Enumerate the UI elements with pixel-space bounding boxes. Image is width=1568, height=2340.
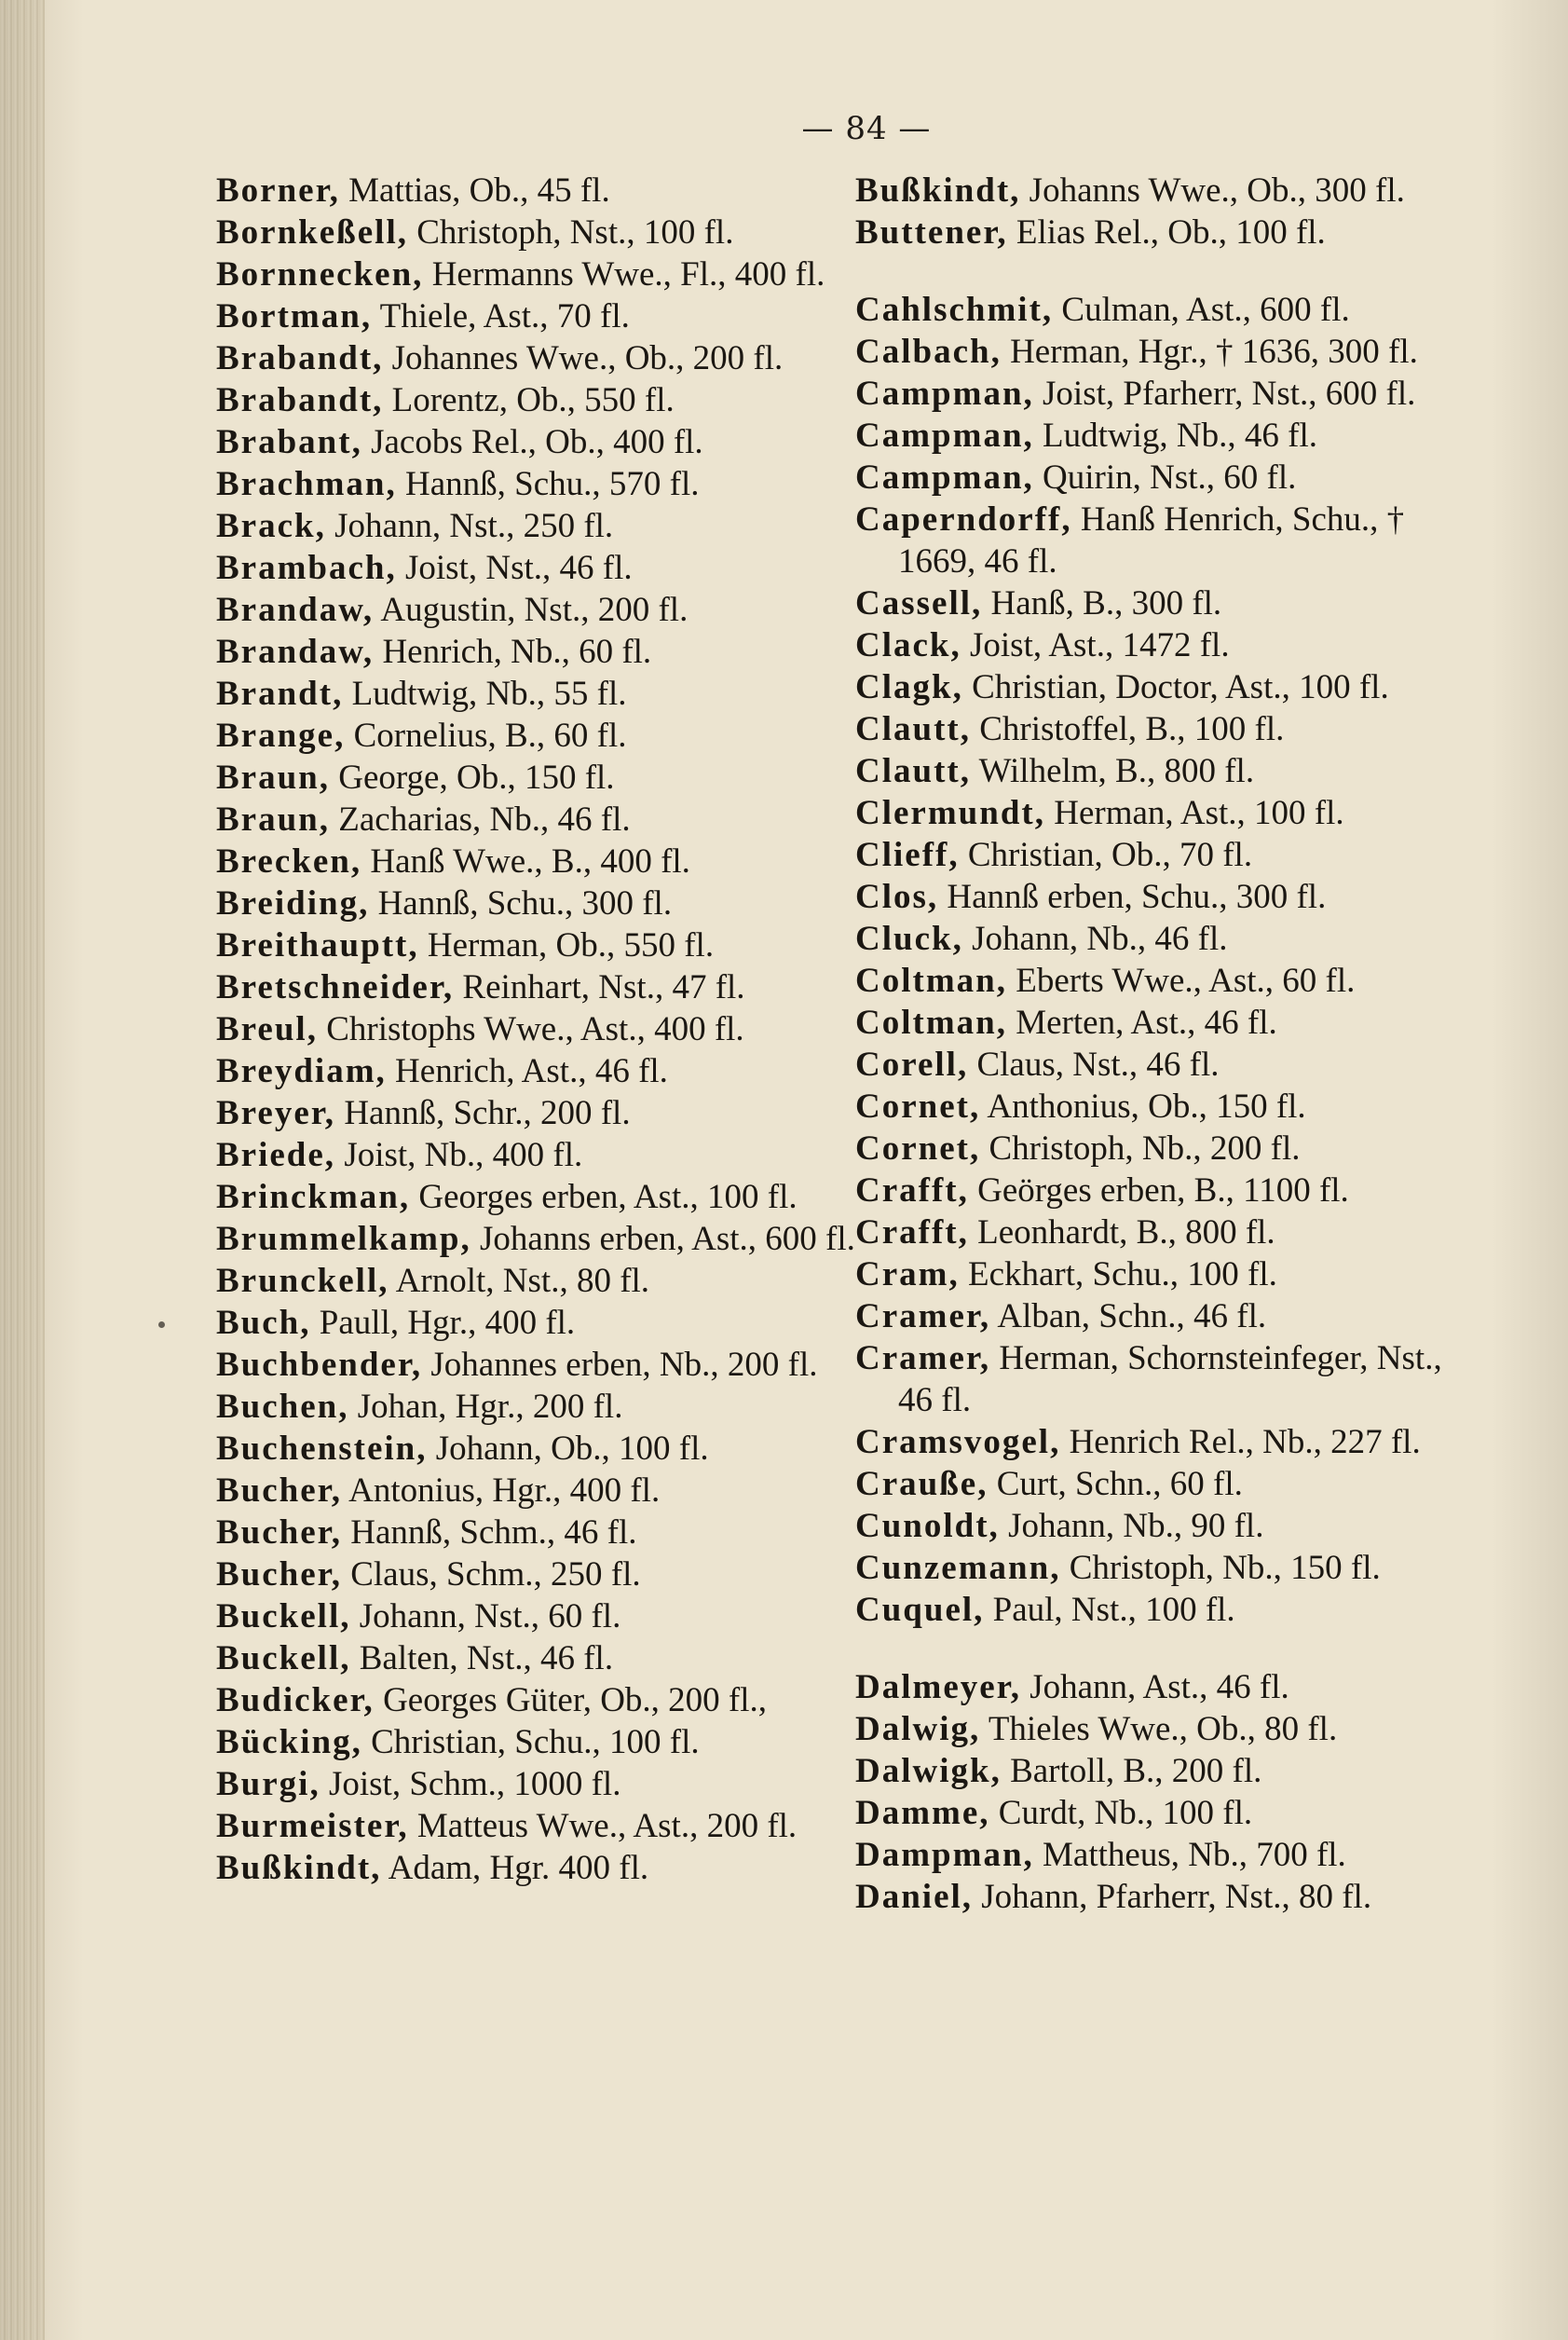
register-entry <box>216 1428 859 1470</box>
entry-surname: Brabandt, <box>216 381 384 419</box>
entry-surname: Clermundt, <box>855 794 1045 832</box>
entry-surname: Brack, <box>216 507 326 545</box>
register-entry <box>855 708 1452 750</box>
register-entry <box>855 624 1452 666</box>
entry-details: Mattias, Ob., 45 fl. <box>339 171 610 210</box>
entry-details: Balten, Nst., 46 fl. <box>350 1639 614 1677</box>
entry-surname: Bucher, <box>216 1555 342 1594</box>
entry-details: Mattheus, Nb., 700 fl. <box>1033 1836 1346 1874</box>
entry-details: Thieles Wwe., Ob., 80 fl. <box>980 1710 1338 1748</box>
register-entry <box>216 883 859 924</box>
register-entry <box>216 1763 859 1805</box>
entry-surname: Dampman, <box>855 1836 1034 1874</box>
register-entry <box>855 1170 1452 1211</box>
entry-surname: Buchbender, <box>216 1346 423 1384</box>
entry-surname: Brandaw, <box>216 591 375 629</box>
entry-details: Henrich Rel., Nb., 227 fl. <box>1060 1423 1421 1461</box>
entry-details: Johann, Nst., 60 fl. <box>350 1597 621 1635</box>
entry-surname: Bücking, <box>216 1723 362 1761</box>
entry-surname: Breyer, <box>216 1094 336 1132</box>
entry-details: Antonius, Hgr., 400 fl. <box>341 1471 661 1510</box>
entry-surname: Corell, <box>855 1046 969 1084</box>
entry-surname: Dalwigk, <box>855 1752 1002 1790</box>
register-entry <box>855 1337 1452 1421</box>
entry-surname: Bortman, <box>216 297 373 335</box>
register-entry <box>216 1679 859 1721</box>
entry-surname: Campman, <box>855 375 1034 413</box>
entry-surname: Bornnecken, <box>216 255 424 294</box>
register-entry <box>216 1805 859 1847</box>
entry-surname: Clack, <box>855 626 961 664</box>
register-entry <box>855 1002 1452 1044</box>
entry-details: Georges erben, Ast., 100 fl. <box>410 1178 798 1216</box>
register-entry <box>216 1721 859 1763</box>
register-entry <box>855 1044 1452 1086</box>
register-entry <box>216 212 859 253</box>
register-entry <box>216 757 859 799</box>
entry-details: Wilhelm, B., 800 fl. <box>970 752 1255 790</box>
register-entry <box>855 499 1452 582</box>
register-entry <box>855 918 1452 960</box>
entry-surname: Campman, <box>855 458 1034 497</box>
register-entry <box>855 1666 1452 1708</box>
entry-details: Eberts Wwe., Ast., 60 fl. <box>1006 962 1356 1000</box>
entry-surname: Damme, <box>855 1794 990 1832</box>
entry-details: Lorentz, Ob., 550 fl. <box>383 381 675 419</box>
entry-surname: Buttener, <box>855 213 1008 252</box>
entry-surname: Brange, <box>216 717 346 755</box>
entry-surname: Clautt, <box>855 710 971 748</box>
register-entry <box>216 1176 859 1218</box>
register-entry <box>216 715 859 757</box>
register-entry <box>855 582 1452 624</box>
register-entry <box>216 589 859 631</box>
page-number: — 84 — <box>801 110 932 147</box>
entry-details: Hannß, Schu., 570 fl. <box>396 465 700 503</box>
entry-surname: Crafft, <box>855 1213 969 1252</box>
register-entry <box>216 1218 859 1260</box>
entry-surname: Caperndorff, <box>855 500 1072 539</box>
register-entry <box>216 1847 859 1889</box>
entry-surname: Cram, <box>855 1255 960 1293</box>
register-entry <box>855 1128 1452 1170</box>
entry-surname: Crafft, <box>855 1171 969 1210</box>
entry-details: Alban, Schn., 46 fl. <box>990 1297 1267 1335</box>
entry-details: Herman, Hgr., † 1636, 300 fl. <box>1001 333 1418 371</box>
entry-details: Claus, Schm., 250 fl. <box>341 1555 641 1594</box>
register-entry <box>855 289 1452 331</box>
entry-surname: Cramer, <box>855 1297 991 1335</box>
entry-details: Hannß, Schm., 46 fl. <box>341 1513 637 1552</box>
left-column <box>216 170 859 1889</box>
entry-surname: Brabant, <box>216 423 362 461</box>
entry-surname: Bretschneider, <box>216 968 455 1006</box>
entry-surname: Brecken, <box>216 842 362 881</box>
entry-surname: Breithauptt, <box>216 926 419 965</box>
entry-details: Ludtwig, Nb., 46 fl. <box>1033 417 1317 455</box>
entry-details: George, Ob., 150 fl. <box>330 759 615 797</box>
entry-surname: Cornet, <box>855 1088 981 1126</box>
entry-details: Cornelius, B., 60 fl. <box>345 717 627 755</box>
entry-surname: Craußе, <box>855 1465 989 1503</box>
entry-surname: Bußkindt, <box>216 1849 382 1887</box>
entry-details: Henrich, Ast., 46 fl. <box>386 1052 668 1090</box>
entry-surname: Buchenstein, <box>216 1430 428 1468</box>
entry-surname: Clieff, <box>855 836 960 874</box>
entry-details: Curdt, Nb., 100 fl. <box>989 1794 1253 1832</box>
entry-details: Johanns erben, Ast., 600 fl. <box>470 1220 855 1258</box>
register-entry <box>216 1512 859 1553</box>
entry-details: Augustin, Nst., 200 fl. <box>374 591 689 629</box>
register-entry <box>216 841 859 883</box>
entry-details: Bartoll, B., 200 fl. <box>1001 1752 1262 1790</box>
entry-details: Hanß Wwe., B., 400 fl. <box>361 842 690 881</box>
entry-surname: Daniel, <box>855 1878 974 1916</box>
entry-surname: Coltman, <box>855 1004 1007 1042</box>
entry-surname: Bucher, <box>216 1513 342 1552</box>
register-entry <box>216 1470 859 1512</box>
entry-details: Adam, Hgr. 400 fl. <box>381 1849 649 1887</box>
register-entry <box>855 1505 1452 1547</box>
entry-surname: Cramer, <box>855 1339 991 1377</box>
register-entry <box>855 457 1452 499</box>
entry-details: Elias Rel., Ob., 100 fl. <box>1007 213 1326 252</box>
entry-details: Ludtwig, Nb., 55 fl. <box>343 675 627 713</box>
entry-details: Culman, Ast., 600 fl. <box>1053 291 1350 329</box>
entry-surname: Breydiam, <box>216 1052 387 1090</box>
register-entry <box>216 253 859 295</box>
entry-surname: Cornet, <box>855 1129 981 1168</box>
entry-details: Herman, Ob., 550 fl. <box>418 926 715 965</box>
register-entry <box>855 1253 1452 1295</box>
entry-surname: Budicker, <box>216 1681 375 1719</box>
entry-details: Johan, Hgr., 200 fl. <box>348 1388 623 1426</box>
entry-surname: Buchen, <box>216 1388 349 1426</box>
register-entry <box>216 1008 859 1050</box>
entry-details: Geörges erben, B., 1100 fl. <box>968 1171 1349 1210</box>
entry-surname: Burgi, <box>216 1765 320 1803</box>
register-entry <box>216 1344 859 1386</box>
entry-surname: Cuquel, <box>855 1591 985 1629</box>
entry-details: Johann, Nb., 90 fl. <box>999 1507 1264 1545</box>
entry-details: Paull, Hgr., 400 fl. <box>310 1304 576 1342</box>
register-entry <box>216 505 859 547</box>
entry-surname: Bornkeßell, <box>216 213 408 252</box>
register-entry <box>855 792 1452 834</box>
register-entry <box>216 631 859 673</box>
entry-details: Johannes Wwe., Ob., 200 fl. <box>383 339 784 377</box>
entry-details: Christoffel, B., 100 fl. <box>970 710 1285 748</box>
entry-surname: Dalwig, <box>855 1710 981 1748</box>
entry-surname: Brabandt, <box>216 339 384 377</box>
register-entry <box>855 1295 1452 1337</box>
entry-details: Eckhart, Schu., 100 fl. <box>959 1255 1277 1293</box>
register-entry <box>855 1876 1452 1918</box>
entry-surname: Cahlschmit, <box>855 291 1054 329</box>
entry-details: Arnolt, Nst., 80 fl. <box>389 1262 650 1300</box>
entry-details: Hannß, Schr., 200 fl. <box>335 1094 631 1132</box>
register-entry <box>855 876 1452 918</box>
entry-details: Herman, Schornsteinfeger, Nst., 46 fl. <box>898 1339 1442 1419</box>
register-entry <box>855 834 1452 876</box>
register-entry <box>216 1595 859 1637</box>
register-entry <box>216 547 859 589</box>
register-entry <box>216 1386 859 1428</box>
entry-surname: Borner, <box>216 171 340 210</box>
entry-details: Hanß, B., 300 fl. <box>982 584 1222 623</box>
entry-surname: Braun, <box>216 759 331 797</box>
register-entry <box>216 1134 859 1176</box>
entry-details: Joist, Ast., 1472 fl. <box>961 626 1230 664</box>
entry-details: Christian, Schu., 100 fl. <box>361 1723 700 1761</box>
register-entry <box>216 463 859 505</box>
entry-surname: Clos, <box>855 878 939 916</box>
entry-details: Joist, Schm., 1000 fl. <box>320 1765 621 1803</box>
entry-surname: Braun, <box>216 801 331 839</box>
entry-details: Zacharias, Nb., 46 fl. <box>330 801 631 839</box>
entry-surname: Campman, <box>855 417 1034 455</box>
entry-surname: Brambach, <box>216 549 397 587</box>
entry-details: Hanß Henrich, Schu., † 1669, 46 fl. <box>898 500 1405 581</box>
entry-details: Henrich, Nb., 60 fl. <box>374 633 652 671</box>
entry-details: Christian, Doctor, Ast., 100 fl. <box>962 668 1389 706</box>
register-entry <box>855 170 1452 212</box>
register-entry <box>855 1834 1452 1876</box>
entry-details: Johann, Nb., 46 fl. <box>962 920 1228 958</box>
register-entry <box>216 673 859 715</box>
entry-surname: Brandaw, <box>216 633 375 671</box>
entry-surname: Brachman, <box>216 465 397 503</box>
entry-details: Jacobs Rel., Ob., 400 fl. <box>361 423 703 461</box>
entry-surname: Buch, <box>216 1304 311 1342</box>
entry-details: Quirin, Nst., 60 fl. <box>1033 458 1297 497</box>
entry-details: Johann, Pfarherr, Nst., 80 fl. <box>973 1878 1372 1916</box>
entry-surname: Dalmeyer, <box>855 1668 1021 1706</box>
entry-details: Joist, Pfarherr, Nst., 600 fl. <box>1033 375 1416 413</box>
register-entry <box>855 1211 1452 1253</box>
entry-surname: Cunzemann, <box>855 1549 1061 1587</box>
entry-surname: Buckell, <box>216 1639 351 1677</box>
entry-details: Leonhardt, B., 800 fl. <box>968 1213 1275 1252</box>
entry-details: Christoph, Nb., 150 fl. <box>1060 1549 1381 1587</box>
entry-details: Johann, Ast., 46 fl. <box>1020 1668 1289 1706</box>
entry-details: Herman, Ast., 100 fl. <box>1044 794 1344 832</box>
entry-details: Hermanns Wwe., Fl., 400 fl. <box>423 255 825 294</box>
entry-surname: Cluck, <box>855 920 963 958</box>
entry-surname: Burmeister, <box>216 1807 409 1845</box>
entry-details: Curt, Schn., 60 fl. <box>988 1465 1243 1503</box>
register-entry <box>216 966 859 1008</box>
register-entry <box>855 960 1452 1002</box>
register-entry <box>216 1637 859 1679</box>
register-entry <box>216 1092 859 1134</box>
entry-details: Joist, Nb., 400 fl. <box>335 1136 583 1174</box>
entry-surname: Cassell, <box>855 584 983 623</box>
register-entry <box>855 415 1452 457</box>
register-entry <box>855 1086 1452 1128</box>
entry-surname: Calbach, <box>855 333 1002 371</box>
entry-surname: Bucher, <box>216 1471 342 1510</box>
entry-details: Joist, Nst., 46 fl. <box>396 549 633 587</box>
register-entry <box>855 1463 1452 1505</box>
entry-surname: Clautt, <box>855 752 971 790</box>
register-entry <box>855 331 1452 373</box>
register-entry <box>855 373 1452 415</box>
entry-surname: Brinckman, <box>216 1178 411 1216</box>
entry-details: Matteus Wwe., Ast., 200 fl. <box>408 1807 798 1845</box>
entry-details: Johann, Nst., 250 fl. <box>325 507 614 545</box>
entry-details: Christian, Ob., 70 fl. <box>959 836 1253 874</box>
ink-speck <box>158 1321 165 1328</box>
register-entry <box>855 1792 1452 1834</box>
entry-surname: Brummelkamp, <box>216 1220 471 1258</box>
register-entry <box>216 1302 859 1344</box>
entry-details: Anthonius, Ob., 150 fl. <box>980 1088 1306 1126</box>
register-entry <box>855 1750 1452 1792</box>
register-entry <box>216 1260 859 1302</box>
entry-details: Hannß, Schu., 300 fl. <box>369 884 673 923</box>
entry-surname: Clagk, <box>855 668 963 706</box>
page-edge-stack <box>0 0 45 2340</box>
entry-details: Johanns Wwe., Ob., 300 fl. <box>1020 171 1405 210</box>
register-entry <box>216 337 859 379</box>
register-entry <box>855 1547 1452 1589</box>
register-entry <box>216 379 859 421</box>
register-entry <box>855 666 1452 708</box>
register-entry <box>216 421 859 463</box>
entry-surname: Coltman, <box>855 962 1007 1000</box>
entry-details: Christoph, Nb., 200 fl. <box>980 1129 1301 1168</box>
right-column <box>855 170 1452 1918</box>
register-entry <box>216 1553 859 1595</box>
entry-surname: Bußkindt, <box>855 171 1021 210</box>
entry-details: Johannes erben, Nb., 200 fl. <box>422 1346 818 1384</box>
entry-surname: Breiding, <box>216 884 370 923</box>
entry-surname: Cramsvogel, <box>855 1423 1061 1461</box>
register-entry <box>216 170 859 212</box>
entry-details: Reinhart, Nst., 47 fl. <box>454 968 745 1006</box>
register-entry <box>216 295 859 337</box>
entry-details: Claus, Nst., 46 fl. <box>968 1046 1220 1084</box>
entry-details: Georges Güter, Ob., 200 fl., <box>374 1681 768 1719</box>
register-entry <box>855 1708 1452 1750</box>
register-entry <box>216 1050 859 1092</box>
register-entry <box>855 750 1452 792</box>
entry-details: Johann, Ob., 100 fl. <box>427 1430 709 1468</box>
register-entry <box>855 1421 1452 1463</box>
entry-details: Christoph, Nst., 100 fl. <box>408 213 734 252</box>
entry-surname: Cunoldt, <box>855 1507 1000 1545</box>
entry-details: Thiele, Ast., 70 fl. <box>372 297 630 335</box>
entry-surname: Brunckell, <box>216 1262 389 1300</box>
register-entry <box>855 212 1452 253</box>
register-entry <box>855 1589 1452 1631</box>
entry-details: Christophs Wwe., Ast., 400 fl. <box>317 1010 744 1048</box>
entry-details: Hannß erben, Schu., 300 fl. <box>938 878 1327 916</box>
entry-details: Merten, Ast., 46 fl. <box>1006 1004 1277 1042</box>
entry-surname: Brandt, <box>216 675 344 713</box>
entry-surname: Buckell, <box>216 1597 351 1635</box>
entry-surname: Briede, <box>216 1136 336 1174</box>
entry-surname: Breul, <box>216 1010 318 1048</box>
register-entry <box>216 799 859 841</box>
entry-details: Paul, Nst., 100 fl. <box>984 1591 1235 1629</box>
register-entry <box>216 924 859 966</box>
